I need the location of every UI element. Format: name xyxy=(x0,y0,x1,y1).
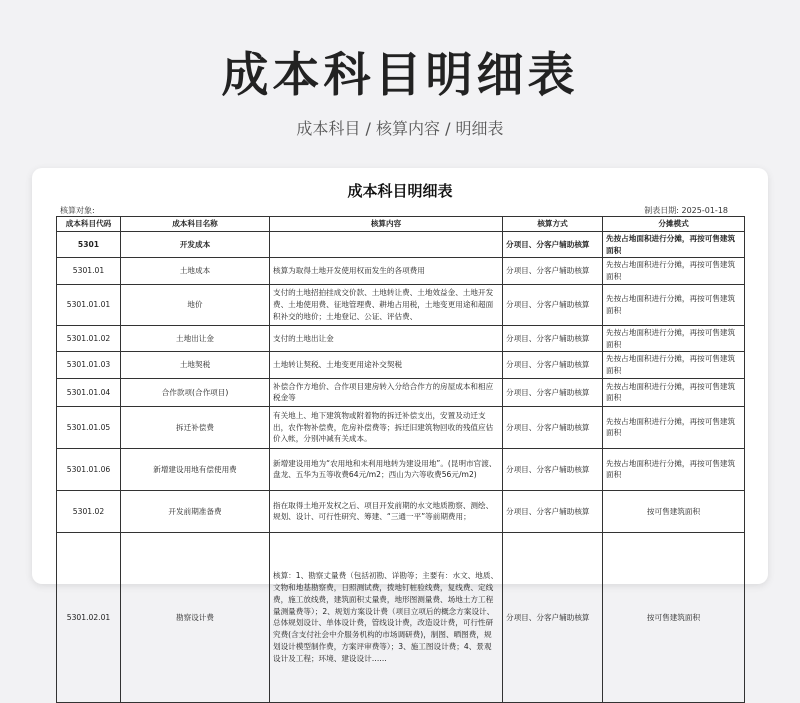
cell-content: 核算：1、勘察丈量费（包括初勘、详勘等；主要有：水文、地质、文物和地基勘察费，日照测试费，拨地钉桩验线费，复线费、定线费，施工放线费，建筑面积丈量费，地形图测量费、场地土方工程量测量费等）；2、规划方案设计费（项目立项后的概念方案设计、总体规划设计、单体设计费，管线设计费，改造设计费，可行性研究费(含支付社会中介服务机构的市场调研费)，制图、晒图费，规划设计模型制作费，方案评审费等）；3、施工图设计费；4、景观设计及工程；环境、建设设计…… xyxy=(270,532,503,702)
cell-allocation: 先按占地面积进行分摊，再按可售建筑面积 xyxy=(603,448,745,490)
table-row xyxy=(57,532,745,702)
cell-method: 分项目、分客户辅助核算 xyxy=(503,325,603,352)
cell-code: 5301.01.02 xyxy=(57,325,121,352)
column-header-code: 成本科目代码 xyxy=(57,217,121,232)
cell-method: 分项目、分客户辅助核算 xyxy=(503,406,603,448)
column-header-method: 核算方式 xyxy=(503,217,603,232)
cell-code: 5301.01.04 xyxy=(57,378,121,406)
column-header-content: 核算内容 xyxy=(270,217,503,232)
page-subtitle: 成本科目 / 核算内容 / 明细表 xyxy=(296,119,504,138)
report-date xyxy=(644,205,728,216)
cell-name: 土地契税 xyxy=(121,352,270,379)
report-date-value: 2025-01-18 xyxy=(681,206,728,215)
cell-method: 分项目、分客户辅助核算 xyxy=(503,532,603,702)
table-row xyxy=(57,406,745,448)
page-header xyxy=(0,0,800,170)
cell-name: 拆迁补偿费 xyxy=(121,406,270,448)
cell-code: 5301.02.01 xyxy=(57,532,121,702)
cell-name: 开发成本 xyxy=(121,231,270,258)
cell-allocation: 先按占地面积进行分摊，再按可售建筑面积 xyxy=(603,284,745,325)
cell-method: 分项目、分客户辅助核算 xyxy=(503,284,603,325)
table-row xyxy=(57,284,745,325)
cell-method: 分项目、分客户辅助核算 xyxy=(503,258,603,285)
cell-content: 核算为取得土地开发使用权而发生的各项费用 xyxy=(270,258,503,285)
report-date-label: 制表日期: xyxy=(644,206,679,215)
cell-content: 支付的土地招拍挂成交价款、土地转让费、土地效益金、土地开发费、土地使用费、征地管理费、耕地占用税，土地变更用途和超面积补交的地价；土地登记、公证、评估费、 xyxy=(270,284,503,325)
cell-code: 5301.01.06 xyxy=(57,448,121,490)
table-row xyxy=(57,352,745,379)
cell-name: 土地出让金 xyxy=(121,325,270,352)
cell-code: 5301.01 xyxy=(57,258,121,285)
cell-allocation: 按可售建筑面积 xyxy=(603,490,745,532)
cell-code: 5301.01.03 xyxy=(57,352,121,379)
cell-code: 5301.01.01 xyxy=(57,284,121,325)
cell-allocation: 先按占地面积进行分摊，再按可售建筑面积 xyxy=(603,258,745,285)
column-header-allocation: 分摊模式 xyxy=(603,217,745,232)
cell-method: 分项目、分客户辅助核算 xyxy=(503,448,603,490)
cell-content: 土地转让契税、土地变更用途补交契税 xyxy=(270,352,503,379)
cell-allocation: 按可售建筑面积 xyxy=(603,532,745,702)
cell-content: 支付的土地出让金 xyxy=(270,325,503,352)
cost-detail-table xyxy=(56,216,745,703)
page-title: 成本科目明细表 xyxy=(221,48,579,103)
cell-content xyxy=(270,231,503,258)
table-row xyxy=(57,325,745,352)
table-header-row xyxy=(57,217,745,232)
cell-name: 勘察设计费 xyxy=(121,532,270,702)
cell-name: 合作款项(合作项目) xyxy=(121,378,270,406)
sheet-title: 成本科目明细表 xyxy=(347,182,453,200)
table-row xyxy=(57,258,745,285)
cell-code: 5301.01.05 xyxy=(57,406,121,448)
table-row xyxy=(57,378,745,406)
cell-method: 分项目、分客户辅助核算 xyxy=(503,378,603,406)
cell-content: 指在取得土地开发权之后、项目开发前期的水文地质勘察、测绘、规划、设计、可行性研究、筹建、“三通一平”等前期费用； xyxy=(270,490,503,532)
cell-name: 开发前期准备费 xyxy=(121,490,270,532)
cell-allocation: 先按占地面积进行分摊，再按可售建筑面积 xyxy=(603,325,745,352)
cell-allocation: 先按占地面积进行分摊，再按可售建筑面积 xyxy=(603,378,745,406)
cell-code: 5301 xyxy=(57,231,121,258)
table-row xyxy=(57,231,745,258)
cell-method: 分项目、分客户辅助核算 xyxy=(503,231,603,258)
cell-method: 分项目、分客户辅助核算 xyxy=(503,352,603,379)
cell-method: 分项目、分客户辅助核算 xyxy=(503,490,603,532)
column-header-name: 成本科目名称 xyxy=(121,217,270,232)
cell-name: 土地成本 xyxy=(121,258,270,285)
document-card xyxy=(32,168,768,663)
cell-allocation: 先按占地面积进行分摊，再按可售建筑面积 xyxy=(603,406,745,448)
cell-content: 新增建设用地为“农用地和未利用地转为建设用地”。(昆明市官渡、盘龙、五华为五等收费64元/m2；西山为六等收费56元/m2) xyxy=(270,448,503,490)
cell-name: 地价 xyxy=(121,284,270,325)
accounting-target-label: 核算对象: xyxy=(60,206,95,215)
table-row xyxy=(57,448,745,490)
cell-code: 5301.02 xyxy=(57,490,121,532)
cell-name: 新增建设用地有偿使用费 xyxy=(121,448,270,490)
cell-content: 有关地上、地下建筑物或附着物的拆迁补偿支出，安置及动迁支出，农作物补偿费，危房补偿费等；拆迁旧建筑物回收的残值应估价入帐，分别冲减有关成本。 xyxy=(270,406,503,448)
cell-allocation: 先按占地面积进行分摊，再按可售建筑面积 xyxy=(603,352,745,379)
cell-allocation: 先按占地面积进行分摊，再按可售建筑面积 xyxy=(603,231,745,258)
cell-content: 补偿合作方地价、合作项目建房转入分给合作方的房屋成本和相应税金等 xyxy=(270,378,503,406)
table-row xyxy=(57,490,745,532)
